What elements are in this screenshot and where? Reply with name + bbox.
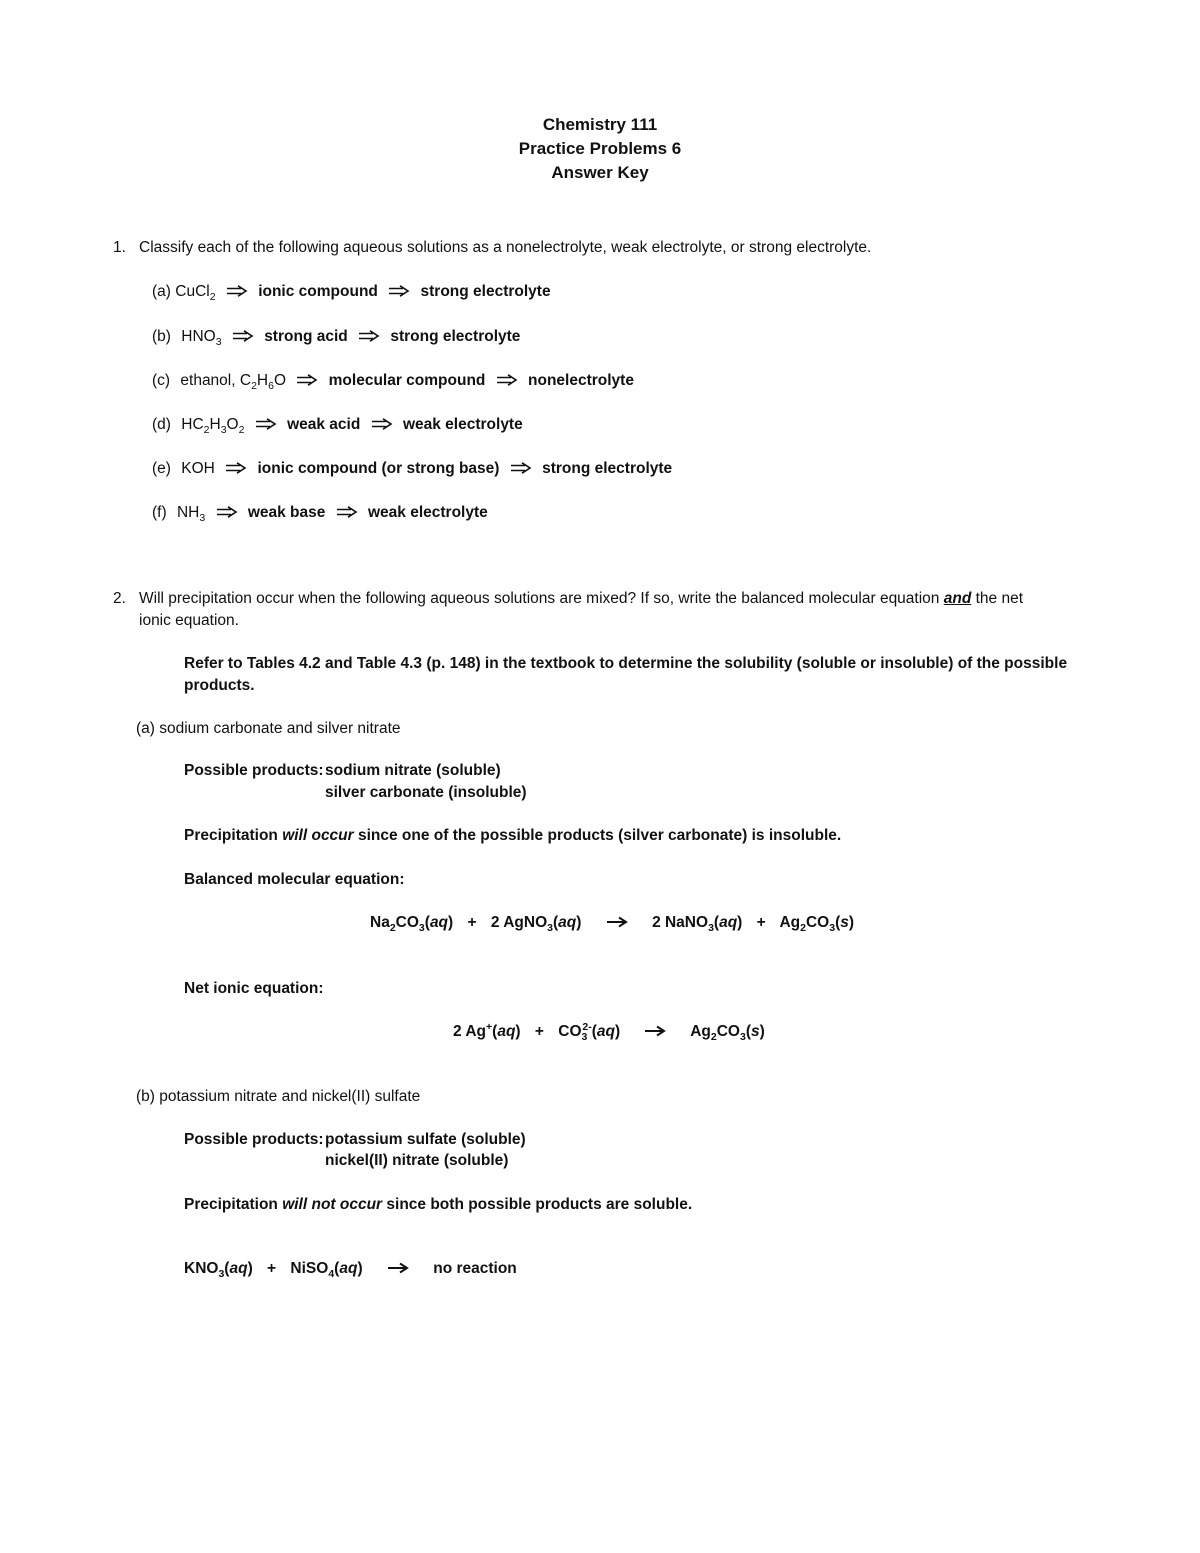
reaction-arrow-icon [606, 916, 628, 928]
double-arrow-icon [388, 285, 410, 297]
formula: $HC_2H_3O_2$ [181, 416, 245, 437]
q1-item-f [152, 503, 488, 523]
double-arrow-icon [371, 418, 393, 430]
net-ionic-label: Net ionic equation: [184, 980, 324, 997]
product-1: 2 NaNO$_3$(aq) [652, 914, 743, 935]
item-letter: (b) [152, 328, 171, 345]
part-a-label: (a) sodium carbonate and silver nitrate [136, 720, 401, 737]
double-arrow-icon [296, 374, 318, 386]
reaction-arrow-icon [644, 1025, 666, 1037]
part-b-product-2: nickel(II) nitrate (soluble) [325, 1152, 509, 1169]
reaction-result: no reaction [433, 1260, 517, 1277]
item-letter: (e) [152, 460, 171, 477]
plus-sign: + [467, 914, 477, 931]
double-arrow-icon [216, 506, 238, 518]
product-2: $Ag_2CO_3(s)$ [779, 914, 855, 935]
classification-result: nonelectrolyte [528, 372, 634, 389]
double-arrow-icon [336, 506, 358, 518]
ion-1: 2 Ag+(aq) [453, 1020, 521, 1040]
course-title: Chemistry 111 [542, 115, 658, 134]
classification-type: weak base [247, 504, 326, 521]
question-2-prompt: Will precipitation occur when the following aqueous solutions are mixed? If so, write the balanced molecular equation and the net [139, 590, 1024, 607]
refer-note-cont: products. [184, 677, 255, 694]
question-1-number: 1. [113, 239, 126, 256]
part-a-product-2: silver carbonate (insoluble) [325, 784, 527, 801]
q1-item-c [152, 371, 634, 391]
formula: ethanol, $C_2H_6O$ [180, 372, 287, 393]
double-arrow-icon [510, 462, 532, 474]
plus-sign: + [756, 914, 766, 931]
balanced-equation-label: Balanced molecular equation: [184, 871, 405, 888]
classification-result: weak electrolyte [368, 504, 488, 521]
part-b-label: (b) potassium nitrate and nickel(II) sulfate [136, 1088, 421, 1105]
double-arrow-icon [225, 462, 247, 474]
question-2-number: 2. [113, 590, 126, 607]
item-letter: (d) [152, 416, 171, 433]
classification-result: strong electrolyte [420, 283, 551, 300]
part-a-possible-products-label: Possible products: [184, 762, 324, 779]
classification-type: strong acid [264, 328, 348, 345]
item-letter: (f) [152, 504, 167, 521]
reaction-arrow-icon [387, 1262, 409, 1274]
q1-item-b [152, 327, 520, 347]
plus-sign: + [267, 1260, 277, 1277]
ion-2: $CO_3^{2-}(aq)$ [558, 1020, 621, 1044]
double-arrow-icon [496, 374, 518, 386]
q1-item-a [152, 282, 551, 302]
double-arrow-icon [232, 330, 254, 342]
double-arrow-icon [358, 330, 380, 342]
classification-type: ionic compound (or strong base) [257, 460, 500, 477]
plus-sign: + [534, 1023, 544, 1040]
double-arrow-icon [255, 418, 277, 430]
reactant-1: $Na_2CO_3(aq)$ [370, 914, 454, 935]
part-b-product-1: potassium sulfate (soluble) [325, 1131, 526, 1148]
classification-result: weak electrolyte [402, 416, 523, 433]
item-letter: (c) [152, 372, 171, 389]
balanced-molecular-equation [370, 913, 854, 933]
page-title: Practice Problems 6 [518, 139, 682, 158]
precipitate: $Ag_2CO_3(s)$ [690, 1023, 765, 1044]
reactant-1: $KNO_3(aq)$ [184, 1260, 253, 1281]
part-b-equation [184, 1259, 517, 1279]
refer-note: Refer to Tables 4.2 and Table 4.3 (p. 148) in the textbook to determine the solubility (soluble or insoluble) of the possible [184, 655, 1068, 672]
formula: KOH [181, 460, 215, 477]
classification-result: strong electrolyte [542, 460, 673, 477]
item-letter: (a) [152, 283, 171, 300]
formula: CuCl$_2$ [175, 283, 216, 304]
classification-type: molecular compound [328, 372, 486, 389]
formula: $HNO_3$ [181, 328, 222, 349]
double-arrow-icon [226, 285, 248, 297]
part-a-precipitation-statement: Precipitation will occur since one of the possible products (silver carbonate) is insoluble. [184, 827, 842, 844]
net-ionic-equation [453, 1022, 765, 1042]
question-1-prompt: Classify each of the following aqueous solutions as a nonelectrolyte, weak electrolyte, or strong electrolyte. [139, 239, 872, 256]
page-subtitle: Answer Key [551, 163, 649, 182]
part-a-product-1: sodium nitrate (soluble) [325, 762, 501, 779]
classification-result: strong electrolyte [390, 328, 521, 345]
q1-item-e [152, 459, 672, 479]
reactant-2: NiSO$_4$(aq) [290, 1260, 363, 1281]
classification-type: weak acid [287, 416, 361, 433]
classification-type: ionic compound [258, 283, 378, 300]
part-b-possible-products-label: Possible products: [184, 1131, 324, 1148]
question-2-prompt-cont: ionic equation. [139, 612, 239, 629]
q1-item-d [152, 415, 523, 435]
part-b-precipitation-statement: Precipitation will not occur since both possible products are soluble. [184, 1196, 693, 1213]
reactant-2: 2 AgNO$_3$(aq) [490, 914, 582, 935]
formula: $NH_3$ [176, 504, 206, 525]
